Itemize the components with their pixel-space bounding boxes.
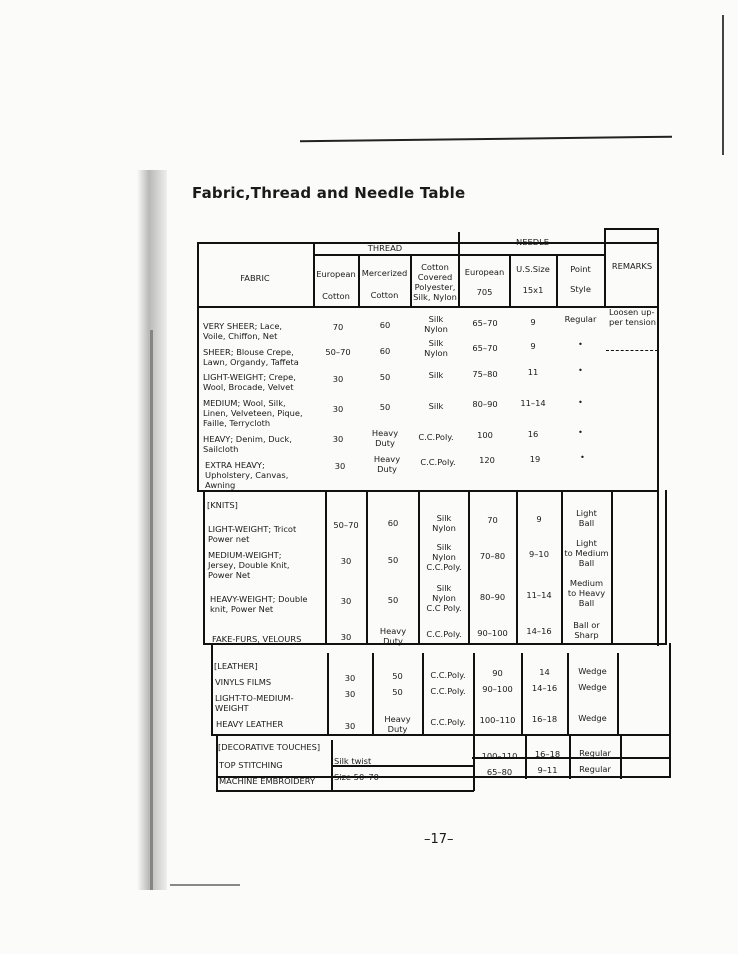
table-cell: 90–100 bbox=[482, 684, 513, 694]
table-cell: Silk bbox=[428, 370, 444, 380]
table-cell: 705 bbox=[476, 287, 493, 297]
table-cell: Style bbox=[570, 284, 591, 294]
table-cell: C.C.Poly. bbox=[430, 670, 466, 680]
table-cell: 60 bbox=[379, 320, 391, 330]
table-cell: 50 bbox=[379, 402, 391, 412]
table-cell: MEDIUM; Wool, Silk, Linen, Velveteen, Pique, Faille, Terrycloth bbox=[203, 398, 303, 428]
table-rule bbox=[617, 653, 619, 736]
table-cell: 50 bbox=[392, 687, 403, 697]
table-cell: 30 bbox=[340, 632, 352, 642]
table-rule bbox=[509, 254, 511, 308]
table-cell: 30 bbox=[334, 461, 346, 471]
table-cell: 75–80 bbox=[472, 369, 498, 379]
table-rule bbox=[211, 734, 671, 736]
table-cell: LIGHT-WEIGHT; Tricot Power net bbox=[208, 524, 297, 544]
header-thread: THREAD bbox=[367, 243, 403, 253]
table-rule bbox=[197, 306, 659, 308]
table-cell: Silk Nylon C.C.Poly. bbox=[426, 542, 462, 572]
scan-right-edge bbox=[722, 15, 724, 155]
table-cell: 60 bbox=[379, 346, 391, 356]
table-cell: Regular bbox=[564, 314, 597, 324]
table-cell: Silk Nylon bbox=[432, 513, 456, 533]
table-cell: 80–90 bbox=[472, 399, 498, 409]
table-cell: Silk Nylon bbox=[424, 314, 448, 334]
table-rule bbox=[473, 734, 475, 791]
table-cell: Heavy Duty bbox=[371, 428, 399, 448]
scan-binding-edge bbox=[150, 330, 153, 890]
table-cell: 100–110 bbox=[479, 715, 516, 725]
table-cell: MACHINE EMBROIDERY bbox=[219, 776, 316, 786]
header-cotton-covered: Cotton Covered Polyester, Silk, Nylon bbox=[413, 262, 457, 302]
table-rule bbox=[203, 490, 205, 645]
table-rule bbox=[216, 790, 474, 792]
table-cell: Wedge bbox=[578, 713, 607, 723]
table-cell: 9–10 bbox=[529, 549, 549, 559]
table-cell: 70–80 bbox=[479, 551, 506, 561]
header-mercerized-cotton: Mercerized bbox=[361, 268, 408, 278]
table-cell: 30 bbox=[332, 434, 344, 444]
table-cell: Medium to Heavy Ball bbox=[567, 578, 606, 608]
table-cell: Light to Medium Ball bbox=[564, 538, 609, 568]
table-cell: Wedge bbox=[578, 682, 607, 692]
table-cell: Size 50–70 bbox=[334, 772, 379, 782]
table-cell: 11–14 bbox=[520, 398, 546, 408]
table-rule bbox=[605, 228, 657, 230]
table-cell: FAKE-FURS, VELOURS bbox=[212, 634, 302, 644]
table-cell: MEDIUM-WEIGHT; Jersey, Double Knit, Power Net bbox=[208, 550, 290, 580]
section-knits: [KNITS] bbox=[207, 500, 238, 510]
table-cell: 50–70 bbox=[325, 347, 351, 357]
table-cell: Heavy Duty bbox=[384, 714, 411, 734]
table-cell: EXTRA HEAVY; Upholstery, Canvas, Awning bbox=[205, 460, 289, 490]
table-rule bbox=[556, 254, 558, 308]
table-cell: LIGHT-WEIGHT; Crepe, Wool, Brocade, Velvet bbox=[203, 372, 296, 392]
table-cell: 16 bbox=[527, 429, 539, 439]
header-remarks: REMARKS bbox=[611, 261, 653, 271]
header-european-needle: European bbox=[464, 267, 505, 277]
table-cell: 9 bbox=[530, 317, 536, 327]
table-cell: 65–80 bbox=[486, 767, 513, 777]
table-cell: 60 bbox=[387, 518, 399, 528]
header-point-style: Point bbox=[570, 264, 591, 274]
header-fabric: FABRIC bbox=[240, 273, 270, 283]
table-cell: VERY SHEER; Lace, Voile, Chiffon, Net bbox=[203, 321, 283, 341]
remark-loosen-tension: Loosen up- per tension bbox=[609, 307, 656, 327]
table-cell: SHEER; Blouse Crepe, Lawn, Organdy, Taffeta bbox=[203, 347, 299, 367]
table-cell: 14–16 bbox=[526, 626, 552, 636]
table-cell: 11 bbox=[527, 367, 539, 377]
table-cell: 100 bbox=[477, 430, 493, 440]
table-cell: 30 bbox=[340, 556, 352, 566]
table-cell: 50 bbox=[387, 555, 399, 565]
scan-page-edge-line bbox=[300, 136, 672, 143]
table-cell: Heavy Duty bbox=[373, 454, 401, 474]
table-cell: Regular bbox=[579, 764, 611, 774]
table-cell: 30 bbox=[340, 596, 352, 606]
section-leather: [LEATHER] bbox=[214, 661, 258, 671]
table-cell: HEAVY LEATHER bbox=[216, 719, 284, 729]
table-cell: C.C.Poly. bbox=[418, 432, 454, 442]
table-cell: Silk Nylon C.C Poly. bbox=[426, 583, 462, 613]
table-cell: 30 bbox=[344, 673, 356, 683]
table-cell: Silk bbox=[428, 401, 444, 411]
table-cell: 19 bbox=[529, 454, 541, 464]
table-rule bbox=[657, 228, 659, 646]
table-rule bbox=[665, 490, 667, 645]
scan-mark bbox=[170, 884, 240, 886]
table-cell: Cotton bbox=[370, 290, 399, 300]
table-cell: 14 bbox=[539, 667, 550, 677]
table-cell: TOP STITCHING bbox=[219, 760, 283, 770]
table-cell: Light Ball bbox=[576, 508, 597, 528]
page-number: –17– bbox=[424, 832, 454, 847]
table-cell: 120 bbox=[479, 455, 495, 465]
table-cell: 15x1 bbox=[522, 285, 544, 295]
table-cell: C.C.Poly. bbox=[426, 629, 462, 639]
table-rule bbox=[197, 490, 659, 492]
table-cell: • bbox=[578, 397, 583, 407]
table-cell: C.C.Poly. bbox=[430, 717, 466, 727]
table-cell: 30 bbox=[332, 404, 344, 414]
table-cell: 90 bbox=[492, 668, 503, 678]
table-cell: VINYLS FILMS bbox=[215, 677, 272, 687]
table-cell: • bbox=[578, 365, 583, 375]
table-rule bbox=[211, 643, 213, 736]
table-cell: C.C.Poly. bbox=[420, 457, 456, 467]
table-cell: 70 bbox=[487, 515, 498, 525]
header-needle: NEEDLE bbox=[516, 237, 549, 247]
table-cell: 16–18 bbox=[534, 749, 561, 759]
table-rule bbox=[669, 643, 671, 778]
table-cell: 50–70 bbox=[333, 520, 359, 530]
header-european-cotton: European bbox=[316, 269, 356, 279]
table-cell: 30 bbox=[332, 374, 344, 384]
table-cell: Ball or Sharp bbox=[573, 620, 600, 640]
table-cell: 9 bbox=[530, 341, 536, 351]
table-cell: 50 bbox=[392, 671, 403, 681]
remarks-divider bbox=[606, 350, 658, 351]
header-us-size: U.S.Size bbox=[516, 264, 550, 274]
table-cell: 70 bbox=[332, 322, 344, 332]
table-cell: HEAVY-WEIGHT; Double knit, Power Net bbox=[210, 594, 308, 614]
section-decorative: [DECORATIVE TOUCHES] bbox=[218, 742, 321, 752]
table-cell: Silk Nylon bbox=[424, 338, 448, 358]
table-cell: Heavy Duty bbox=[379, 626, 407, 646]
table-cell: HEAVY; Denim, Duck, Sailcloth bbox=[203, 434, 292, 454]
table-cell: 16–18 bbox=[531, 714, 558, 724]
table-cell: 80–90 bbox=[479, 592, 506, 602]
table-cell: 30 bbox=[344, 721, 356, 731]
page-title: Fabric,Thread and Needle Table bbox=[192, 184, 466, 202]
table-cell: 30 bbox=[344, 689, 356, 699]
table-rule bbox=[325, 490, 327, 645]
table-cell: 11–14 bbox=[526, 590, 552, 600]
table-cell: • bbox=[578, 427, 583, 437]
table-cell: • bbox=[580, 452, 585, 462]
table-cell: 100–110 bbox=[481, 751, 518, 761]
table-cell: 65–70 bbox=[472, 318, 498, 328]
table-cell: 14–16 bbox=[531, 683, 558, 693]
table-cell: LIGHT-TO-MEDIUM- WEIGHT bbox=[215, 693, 294, 713]
table-cell: Regular bbox=[579, 748, 611, 758]
table-cell: Silk twist bbox=[334, 756, 372, 766]
table-rule bbox=[620, 734, 622, 779]
table-cell: 65–70 bbox=[472, 343, 498, 353]
table-cell: • bbox=[578, 339, 583, 349]
table-cell: 90–100 bbox=[477, 628, 508, 638]
table-cell: 9 bbox=[536, 514, 542, 524]
table-rule bbox=[331, 740, 333, 791]
table-cell: C.C.Poly. bbox=[430, 686, 466, 696]
table-rule bbox=[611, 490, 613, 645]
table-cell: Wedge bbox=[578, 666, 607, 676]
table-rule bbox=[366, 490, 368, 645]
table-cell: 50 bbox=[387, 595, 399, 605]
table-rule bbox=[197, 242, 199, 492]
table-cell: Cotton bbox=[322, 291, 350, 301]
table-cell: 9–11 bbox=[537, 765, 558, 775]
table-cell: 50 bbox=[379, 372, 391, 382]
